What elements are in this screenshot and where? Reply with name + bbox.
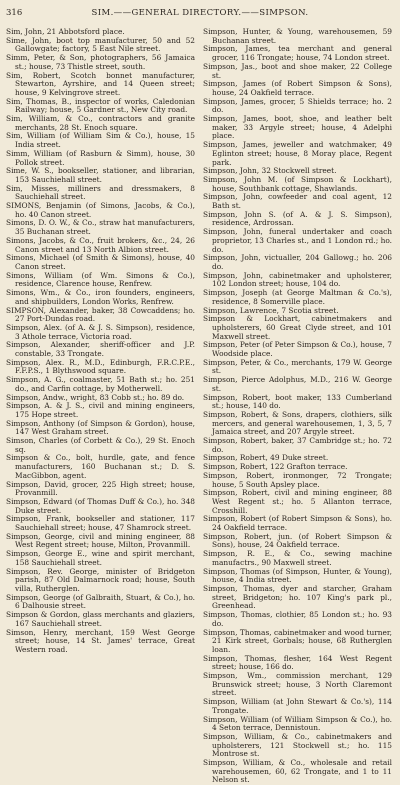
directory-entry: Simpson, Alex. R., M.D., Edinburgh, F.R.C.P.E., F.F.P.S., 1 Blythswood square.: [6, 357, 195, 376]
directory-entry: Simpson, James, jeweller and watchmaker, 49 Eglinton street; house, 8 Moray place, Regent park.: [203, 140, 392, 167]
directory-entry: Simpson, Pierce Adolphus, M.D., 216 W. George st.: [203, 375, 392, 393]
directory-entry: Simons, Michael (of Smith & Simons), house, 40 Canon street.: [6, 253, 195, 271]
directory-entry: Sime, John, boot top manufacturer, 50 and 52 Gallowgate; factory, 5 East Nile street.: [6, 35, 195, 54]
directory-entry: Simpson, James (of Robert Simpson & Sons), house, 24 Oakfield terrace.: [203, 79, 392, 97]
directory-entry: Simpson, Andw., wright, 83 Cobb st.; ho. 89 do.: [6, 392, 185, 402]
directory-entry: Simons, William (of Wm. Simons & Co.), residence, Clarence house, Renfrew.: [6, 270, 195, 289]
directory-entry: Simpson, Thomas, dyer and starcher, Graham street, Bridgeton; ho. 107 King's park pl., Greenhead.: [203, 584, 392, 611]
directory-entry: Simpson, John, 32 Stockwell street.: [203, 166, 337, 176]
directory-entry: Simpson, Anthony (of Simpson & Gordon), house, 147 West Graham street.: [6, 418, 195, 437]
directory-entry: Simpson, William (at John Stewart & Co.'s), 114 Trongate.: [203, 697, 392, 715]
directory-entry: Sime, W. S., bookseller, stationer, and librarian, 153 Sauchiehall street.: [6, 166, 195, 184]
left-column: [6, 27, 195, 654]
directory-entry: Simpson, Rev. George, minister of Bridgeton parish, 87 Old Dalmarnock road; house, South villa, Rutherglen.: [6, 566, 195, 593]
directory-entry: SIMONS, Benjamin (of Simons, Jacobs, & Co.), ho. 40 Canon street.: [6, 201, 195, 219]
page-header: [6, 6, 394, 20]
directory-entry: Simpson, William, & Co., wholesale and retail warehousemen, 60, 62 Trongate, and 1 to 11 Nelson st.: [203, 758, 392, 785]
directory-entry: Simm, Peter, & Son, photographers, 56 Jamaica st.; house, 73 Thistle street, south.: [6, 53, 195, 71]
directory-entry: Simpson, Thomas, cabinetmaker and wood turner, 21 Kirk street, Gorbals; house, 68 Rutherglen loan.: [203, 627, 392, 654]
directory-entry: Simpson, Edward (of Thomas Duff & Co.), ho. 348 Duke street.: [6, 496, 195, 515]
directory-entry: Sim, Misses, milliners and dressmakers, 8 Sauchiehall street.: [6, 183, 195, 202]
directory-entry: Simpson, Alex. (of A. & J. S. Simpson), residence, 3 Athole terrace, Victoria road.: [6, 322, 195, 341]
directory-entry: Simpson, Thomas, clothier, 85 London st.; ho. 93 do.: [203, 610, 392, 628]
directory-entry: Simpson, David, grocer, 225 High street; house, Provanmill.: [6, 479, 195, 498]
directory-entry: Sim, William, & Co., contractors and granite merchants, 28 St. Enoch square.: [6, 114, 195, 132]
directory-entry: Simpson, Wm., commission merchant, 129 Brunswick street; house, 3 North Claremont street.: [203, 671, 392, 698]
directory-entry: Simpson, John, cowfeeder and coal agent, 12 Bath st.: [203, 192, 392, 211]
directory-entry: Simpson & Lockhart, cabinetmakers and upholsterers, 60 Great Clyde street, and 101 Maxwell street.: [203, 314, 392, 341]
directory-entry: Sim, Robert, Scotch bonnet manufacturer, Stewarton, Ayrshire, and 14 Queen street; house, 9 Kelvingrove street.: [6, 70, 195, 97]
directory-entry: Simpson, Robert, civil and mining engineer, 88 West Regent st.; ho. 5 Allanton terrace, Crosshill.: [203, 488, 392, 515]
running-title: SIM.——GENERAL DIRECTORY.——SIMPSON.: [91, 8, 309, 18]
directory-entry: Simpson, Alexander, sheriff-officer and J.P. constable, 33 Trongate.: [6, 340, 195, 359]
directory-entry: Simm, William (of Rasburn & Simm), house, 30 Pollok street.: [6, 148, 195, 167]
directory-entry: SIMPSON, Alexander, baker, 38 Cowcaddens; ho. 27 Port-Dundas road.: [6, 305, 195, 324]
directory-entry: Simpson, Robert, & Sons, drapers, clothiers, silk mercers, and general warehousemen, 1, 3, 5, 7 Jamaica street, and 207 Argyle street.: [203, 409, 392, 437]
directory-entry: Simpson, Robert, boot maker, 133 Cumberland st.; house, 140 do.: [203, 392, 392, 411]
directory-entry: Simpson, Frank, bookseller and stationer, 117 Sauchiehall street; house, 47 Shamrock street.: [6, 514, 195, 533]
directory-entry: Simpson, Lawrence, 7 Scotia street.: [203, 305, 339, 315]
directory-columns: [6, 27, 396, 785]
directory-entry: Sim, William (of William Sim & Co.), house, 15 India street.: [6, 131, 195, 150]
directory-entry: Simons, Wm., & Co., iron founders, engineers, and shipbuilders, London Works, Renfrew.: [6, 288, 195, 306]
directory-entry: Simpson, George, civil and mining engineer, 88 West Regent street; house, Milton, Provanmill.: [6, 531, 195, 550]
directory-entry: Simpson, William (of William Simpson & Co.), ho. 4 Seton terrace, Dennistoun.: [203, 714, 392, 733]
directory-entry: Simpson, James, grocer, 5 Shields terrace; ho. 2 do.: [203, 96, 392, 115]
directory-entry: Simpson, Robert, 122 Grafton terrace.: [203, 462, 348, 472]
directory-entry: Simpson, A. G., coalmaster, 51 Bath st.; ho. 251 do., and Carfin cottage, by Motherwell.: [6, 375, 195, 393]
right-column: [203, 27, 392, 785]
directory-entry: Sim, Thomas, B., inspector of works, Caledonian Railway; house, 5 Gardner st., New City road.: [6, 96, 195, 115]
directory-entry: Simons, Jacobs, & Co., fruit brokers, &c., 24, 26 Canon street and 13 North Albion street.: [6, 235, 195, 254]
directory-entry: Simpson, John, cabinetmaker and upholsterer, 102 London street; house, 104 do.: [203, 270, 392, 289]
directory-entry: Simpson, Hunter, & Young, warehousemen, 59 Buchanan street.: [203, 27, 392, 45]
directory-entry: Sim, John, 21 Abbotsford place.: [6, 27, 125, 36]
directory-entry: Simpson, Robert, ironmonger, 72 Trongate; house, 5 South Apsley place.: [203, 470, 392, 489]
directory-entry: Simpson, George (of Galbraith, Stuart, & Co.), ho. 6 Dalhousie street.: [6, 592, 195, 611]
directory-entry: Simpson, R. E., & Co., sewing machine manufactrs., 90 Maxwell street.: [203, 549, 392, 567]
directory-entry: Simpson, James, boot, shoe, and leather belt maker, 33 Argyle street; house, 4 Adelphi place.: [203, 114, 392, 141]
directory-entry: Simpson, Peter, & Co., merchants, 179 W. George st.: [203, 357, 392, 376]
directory-entry: Simpson, John M. (of Simpson & Lockhart), house, Southbank cottage, Shawlands.: [203, 174, 392, 193]
directory-entry: Simpson, Robert (of Robert Simpson & Sons), ho. 24 Oakfield terrace.: [203, 514, 392, 533]
directory-entry: Simpson, Thomas (of Simpson, Hunter, & Young), house, 4 India street.: [203, 566, 392, 585]
directory-entry: Simpson, Thomas, flesher, 164 West Regent street; house, 166 do.: [203, 653, 392, 672]
directory-entry: Simpson, A. & J. S., civil and mining engineers, 175 Hope street.: [6, 401, 195, 419]
directory-entry: Simpson, Joseph (at George Maltman & Co.'s), residence, 8 Somerville place.: [203, 288, 392, 306]
directory-entry: Simpson, James, tea merchant and general grocer, 116 Trongate; house, 74 London street.: [203, 44, 392, 63]
directory-entry: Simpson, John S. (of A. & J. S. Simpson), residence, Ardrossan.: [203, 209, 392, 228]
directory-entry: Simpson, Robert, 49 Duke street.: [203, 453, 329, 463]
page-number: 316: [6, 8, 23, 18]
directory-entry: Simpson, John, funeral undertaker and coach proprietor, 13 Charles st., and 1 London rd.; ho. do.: [203, 227, 392, 254]
directory-entry: Simson, Charles (of Corbett & Co.), 29 St. Enoch sq.: [6, 436, 195, 454]
directory-entry: Simpson, William, & Co., cabinetmakers and upholsterers, 121 Stockwell st.; ho. 115 Montrose st.: [203, 731, 392, 759]
directory-entry: Simpson & Gordon, glass merchants and glaziers, 167 Sauchiehall street.: [6, 610, 195, 628]
directory-entry: Simpson, John, victualler, 204 Gallowg.; ho. 206 do.: [203, 253, 392, 271]
directory-entry: Simson, Henry, merchant, 159 West George street; house, 14 St. James' terrace, Great Western road.: [6, 627, 195, 654]
directory-entry: Simpson, Robert, jun. (of Robert Simpson & Sons), house, 24 Oakfield terrace.: [203, 531, 392, 550]
directory-entry: Simpson, Robert, baker, 37 Cambridge st.; ho. 72 do.: [203, 436, 392, 454]
directory-entry: Simons, D. O. W., & Co., straw hat manufacturers, 35 Buchanan street.: [6, 218, 195, 237]
directory-entry: Simpson & Co., bolt, hurdle, gate, and fence manufacturers, 160 Buchanan st.; D. S. MacGibbon, agent.: [6, 453, 195, 480]
directory-entry: Simpson, Jas., boot and shoe maker, 22 College st.: [203, 61, 392, 80]
directory-entry: Simpson, George E., wine and spirit merchant, 158 Sauchiehall street.: [6, 549, 195, 567]
directory-entry: Simpson, Peter (of Peter Simpson & Co.), house, 7 Woodside place.: [203, 340, 392, 359]
